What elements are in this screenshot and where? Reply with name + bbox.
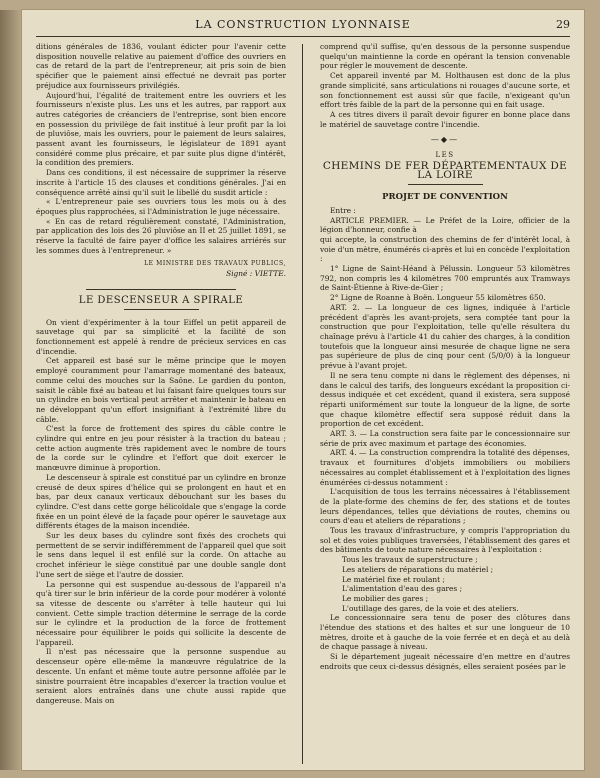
title-underline: [408, 184, 483, 185]
paragraph: 1° Ligne de Saint-Héand à Pélussin. Longueur 53 kilomètres 792, non compris les 4 kilomètres 700 empruntés aux Tramways de Saint-Étienne à Rive-de-Gier ;: [320, 264, 570, 293]
document-page: [22, 10, 584, 770]
list-item: L'alimentation d'eau des gares ;: [342, 584, 463, 594]
list-item: Le mobilier des gares ;: [342, 593, 429, 603]
article-subtitle: PROJET DE CONVENTION: [382, 192, 508, 203]
journal-title: LA CONSTRUCTION LYONNAISE: [195, 18, 411, 31]
list-item: Tous les travaux de superstructure ;: [342, 555, 478, 565]
article-title: LE DESCENSEUR A SPIRALE: [78, 294, 244, 306]
signature-name: Signé : VIETTE.: [226, 269, 286, 279]
paragraph: ARTICLE PREMIER. — Le Préfet de la Loire, officier de la légion d'honneur, confie à: [320, 215, 570, 235]
paragraph: On vient d'expérimenter à la tour Eiffel un petit appareil de sauvetage qui par sa simplicité et la facilité de son fonctionnement est appelé à rendre de précieux services en cas d'incendie.: [36, 317, 286, 356]
article-title: CHEMINS DE FER DÉPARTEMENTAUX DE LA LOIRE: [322, 159, 568, 182]
paragraph: Tous les travaux d'infrastructure, y compris l'appropriation du sol et des voies publiques traversées, l'établissement des gares et des bâtiments de toute nature nécessaires à l'exploitation :: [320, 526, 570, 555]
running-header: [36, 10, 570, 37]
paragraph: ditions générales de 1836, voulant édicter pour l'avenir cette disposition nouvelle relative au paiement d'office des ouvriers en cas de retard de la part de l'entrepreneur, ait pris soin de bien spécifier que le paiement ainsi effectué ne devrait pas porter préjudice aux fournisseurs privilégiés.: [36, 42, 286, 90]
page-number: 29: [556, 18, 570, 31]
paragraph: qui accepte, la construction des chemins de fer d'intérêt local, à voie d'un mètre, énumérés ci-après et lui en concède l'exploitation :: [320, 234, 570, 264]
paragraph: 2° Ligne de Roanne à Boën. Longueur 55 kilomètres 650.: [330, 293, 546, 303]
column-divider: [302, 44, 303, 764]
title-prefix: LES: [435, 151, 455, 160]
paragraph: C'est la force de frottement des spires du câble contre le cylindre qui entre en jeu pour résister à la traction du bateau ; cette action augmente très rapidement avec le nombre de tours de la corde sur le cylindre et l'effort que doit exercer le manœuvre diminue à proportion.: [36, 424, 286, 473]
paragraph: Il n'est pas nécessaire que la personne suspendue au descenseur opère elle-même la manœuvre régulatrice de la descente. Un enfant et même toute autre personne affolée par le sinistre pourraient être incapables d'exercer la traction voulue et seraient alors entraînés dans une chute aussi rapide que dangereuse. Mais on: [36, 647, 286, 705]
title-underline: [124, 309, 199, 310]
paragraph: L'acquisition de tous les terrains nécessaires à l'établissement de la plate-forme des chemins de fer, des stations et de toutes leurs dépendances, telles que déviations de routes, chemins ou cours d'eau et ateliers de réparations ;: [320, 487, 570, 526]
paragraph: ART. 4. — La construction comprendra la totalité des dépenses, travaux et fournitures d'objets immobiliers ou mobiliers nécessaires au complet établissement et à l'exploitation des lignes énumérées ci-dessus notamment :: [320, 448, 570, 487]
works-list: [320, 555, 570, 613]
paragraph: Il ne sera tenu compte ni dans le règlement des dépenses, ni dans le calcul des tarifs, des longueurs excédant la proposition ci-dessus indiquée et cet excédent, quand il existera, sera supposé réparti uniformément sur toute la longueur de la ligne, de sorte que chaque kilomètre effectif sera supposé réduit dans la proportion de cet excédent.: [320, 370, 570, 429]
paragraph: Cet appareil est basé sur le même principe que le moyen employé couramment pour l'amarrage momentané des bateaux, comme celui des mouches sur la Saône. Le gardien du ponton, saisit le câble fixé au bateau et lui faisant faire quelques tours sur un cylindre en bois vertical peut arrêter et maintenir le bateau en ne développant qu'un effort insignifiant à l'extrémité libre du câble.: [36, 356, 286, 424]
right-column: [320, 42, 570, 672]
paragraph: Le concessionnaire sera tenu de poser des clôtures dans l'étendue des stations et des haltes et sur une longueur de 10 mètres, droite et à gauche de la voie ferrée et en deçà et au delà de chaque passage à niveau.: [320, 613, 570, 652]
paragraph: La personne qui est suspendue au-dessous de l'appareil n'a qu'à tirer sur le brin inférieur de la corde pour modérer à volonté sa vitesse de descente ou s'arrêter à telle hauteur qui lui convient. Cette simple traction détermine le serrage de la corde sur le cylindre et la production de la force de frottement nécessaire pour équilibrer le poids qui sollicite la descente de l'appareil.: [36, 579, 286, 647]
section-rule: [86, 289, 236, 290]
paragraph: Le descenseur à spirale est constitué par un cylindre en bronze creusé de deux spires d'hélice qui se prolongent en haut et en bas, par deux canaux verticaux débouchant sur les bases du cylindre. C'est dans cette gorge hélicoïdale que s'engage la corde fixée en un point élevé de la façade pour opérer le sauvetage aux différents étages de la maison incendiée.: [36, 472, 286, 531]
paragraph: Si le département jugeait nécessaire d'en mettre en d'autres endroits que ceux ci-dessus désignés, elles seraient posées par le: [320, 652, 570, 671]
signature-role: LE MINISTRE DES TRAVAUX PUBLICS,: [144, 260, 286, 268]
paragraph: ART. 2. — La longueur de ces lignes, indiquée à l'article précédent d'après les avant-projets, sera comptée tant pour la construction que pour l'exploitation, telle qu'elle résultera du chaînage prévu à l'article 41 du cahier des charges, à la condition toutefois que la longueur ainsi mesurée de chaque ligne ne sera pas supérieure de plus de cinq pour cent (5/0/0) à la longueur prévue à l'avant projet.: [320, 302, 570, 371]
list-item: Les ateliers de réparations du matériel ;: [342, 564, 494, 574]
quoted-paragraph: « L'entrepreneur paie ses ouvriers tous les mois ou à des époques plus rapprochées, si l'Administration le juge nécessaire.: [36, 197, 286, 216]
paragraph: Dans ces conditions, il est nécessaire de supprimer la réserve inscrite à l'article 15 des clauses et conditions générales. J'ai en conséquence arrêté ainsi qu'il suit le libellé du susdit article :: [36, 168, 286, 197]
left-column: [36, 42, 286, 706]
paragraph: Sur les deux bases du cylindre sont fixés des crochets qui permettent de se servir indifféremment de l'appareil quel que soit le sens dans lequel il est enfilé sur la corde. On attache au crochet inférieur le siège constitué par une double sangle dont l'une sert de siège et l'autre de dossier.: [36, 531, 286, 579]
paragraph: Entre :: [330, 205, 356, 215]
section-ornament: —◆—: [430, 135, 460, 145]
quoted-paragraph: « En cas de retard régulièrement constaté, l'Administration, par application des lois des 26 pluviôse an II et 25 juillet 1891, se réserve la faculté de faire payer d'office les salaires arriérés sur les sommes dues à l'entrepreneur. »: [36, 216, 286, 255]
binding-gutter: [0, 10, 22, 770]
list-item: Le matériel fixe et roulant ;: [342, 574, 445, 584]
paragraph: A ces titres divers il paraît devoir figurer en bonne place dans le matériel de sauvetage contre l'incendie.: [320, 109, 570, 129]
paragraph: ART. 3. — La construction sera faite par le concessionnaire sur série de prix avec maximum et partage des économies.: [320, 429, 570, 448]
list-item: L'outillage des gares, de la voie et des ateliers.: [342, 603, 519, 613]
paragraph: Aujourd'hui, l'égalité de traitement entre les ouvriers et les fournisseurs n'existe plus. Les uns et les autres, par rapport aux autres catégories de créanciers de l'entreprise, sont bien encore en possession du privilège de fait institué à leur profit par la loi de pluviôse, mais les ouvriers, pour le paiement de leurs salaires, passent avant les fournisseurs, le législateur de 1891 ayant considéré comme plus précaire, et par suite plus digne d'intérêt, la condition des premiers.: [36, 90, 286, 168]
paragraph: comprend qu'il suffise, qu'en dessous de la personne suspendue quelqu'un maintienne la corde en opérant la tension convenable pour régler le mouvement de descente.: [320, 42, 570, 71]
paragraph: Cet appareil inventé par M. Holthausen est donc de la plus grande simplicité, sans articulations ni rouages d'aucune sorte, et son fonctionnement est aussi sûr que facile, n'exigeant qu'un effort très faible de la part de la personne qui en fait usage.: [320, 71, 570, 110]
